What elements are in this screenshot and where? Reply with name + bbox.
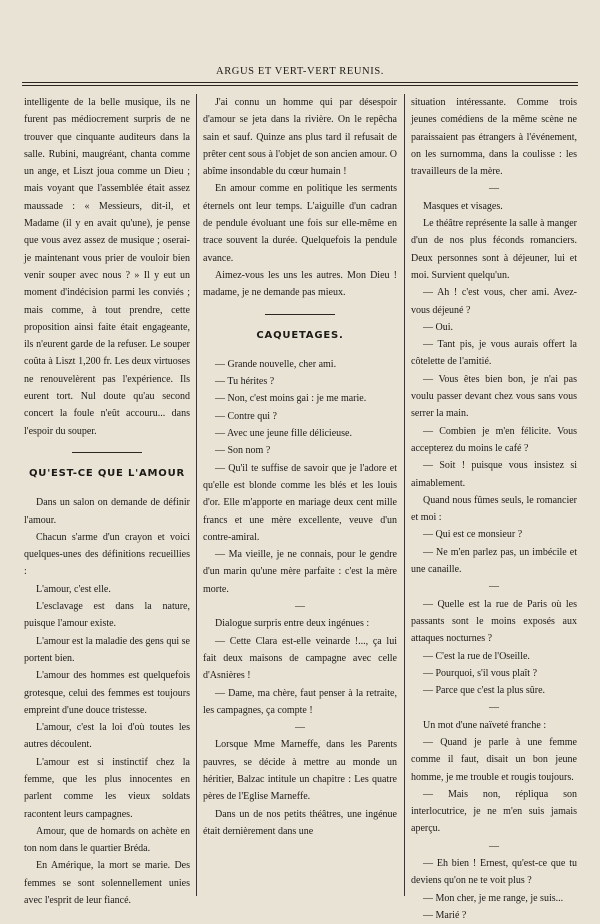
dialogue-line: — Grande nouvelle, cher ami. — [215, 358, 337, 370]
paragraph: Masques et visages. — [423, 200, 503, 212]
dialogue-line: — Eh bien ! Ernest, qu'est-ce que tu deviens qu'on ne te voit plus ? — [411, 858, 577, 887]
separator-dash: — — [295, 601, 305, 613]
paragraph: L'amour, c'est la loi d'où toutes les autres découlent. — [24, 722, 190, 751]
section-heading: CAQUETAGES. — [256, 329, 344, 341]
dialogue-line: — Cette Clara est-elle veinarde !..., ça lui fait deux maisons de campagne avec celle d'Asnières ! — [203, 635, 397, 682]
dialogue-line: — Parce que c'est la plus sûre. — [423, 685, 546, 697]
dialogue-line: — Mon cher, je me range, je suis... — [423, 892, 564, 904]
dialogue-line: — Quand je parle à une femme comme il faut, disait un bon jeune homme, je me trouble et rougis toujours. — [411, 736, 577, 783]
paragraph: Dans un de nos petits théâtres, une ingénue était dernièrement dans une — [203, 808, 397, 837]
separator-dash: — — [295, 722, 305, 734]
dialogue-line: — Tant pis, je vous aurais offert la côtelette de l'amitié. — [411, 339, 577, 368]
section-rule — [72, 452, 142, 453]
paragraph: Dialogue surpris entre deux ingénues : — [215, 618, 370, 630]
dialogue-line: — Tu hérites ? — [215, 376, 275, 388]
column-middle — [203, 94, 397, 899]
dialogue-line: — Qu'il te suffise de savoir que je l'adore et qu'elle est blonde comme les blés et les louis d'or. Elle m'apporte en mariage deux cent mille francs et une mère excellente, veuve d'un contre-amiral. — [203, 462, 397, 543]
paragraph: Quand nous fûmes seuls, le romancier et moi : — [411, 494, 577, 524]
dialogue-line: — Oui. — [423, 321, 453, 333]
section-rule — [265, 314, 335, 315]
dialogue-line: — Ah ! c'est vous, cher ami. Avez-vous déjeuné ? — [411, 287, 577, 316]
paragraph: L'amour des hommes est quelquefois grotesque, celui des femmes est toujours empreint d'une douce tristesse. — [24, 670, 190, 716]
running-head: ARGUS ET VERT-VERT REUNIS. — [216, 66, 384, 77]
header-rule-thin — [22, 85, 578, 86]
dialogue-line: — Non, c'est moins gai : je me marie. — [215, 393, 367, 405]
dialogue-line: — Ma vieille, je ne connais, pour le gendre d'un marin qu'une mère parfaite : c'est la mère morte. — [203, 549, 397, 595]
header-rule — [22, 82, 578, 83]
dialogue-line: — Vous êtes bien bon, je n'ai pas voulu passer devant chez vous sans vous serrer la main. — [411, 373, 577, 420]
paragraph: Amour, que de homards on achète en ton nom dans le quartier Bréda. — [24, 825, 190, 855]
dialogue-line: — Qui est ce monsieur ? — [423, 529, 523, 541]
separator-dash: — — [489, 840, 499, 852]
dialogue-line: — Mais non, répliqua son interlocutrice, je ne m'en suis jamais aperçu. — [411, 788, 577, 835]
paragraph: L'amour est si instinctif chez la femme, que les plus innocentes en parlent comme les vieux soldats racontent leurs campagnes. — [24, 756, 190, 820]
paragraph: L'amour est la maladie des gens qui se portent bien. — [24, 635, 190, 664]
paragraph: Aimez-vous les uns les autres. Mon Dieu ! madame, je ne demande pas mieux. — [203, 269, 397, 299]
paragraph: L'esclavage est dans la nature, puisque l'amour existe. — [24, 601, 190, 630]
column-left — [24, 94, 190, 907]
column-divider-left — [196, 94, 197, 896]
paragraph: Un mot d'une naïveté franche : — [423, 719, 547, 731]
paragraph: J'ai connu un homme qui par désespoir d'amour se jeta dans la rivière. On le repêcha sain et sauf. Quinze ans plus tard il refusait de prêter cent sous à l'objet de son ancien amour. O abîme insondable du cœur humain ! — [203, 97, 397, 178]
dialogue-line: — Combien je m'en félicite. Vous accepterez du moins le café ? — [411, 425, 577, 454]
separator-dash: — — [489, 702, 499, 714]
dialogue-line: — Marié ? — [423, 909, 467, 921]
paragraph: Le théâtre représente la salle à manger d'un de nos plus féconds romanciers. Deux personnes sont à déjeuner, lui et moi. Survient quelqu'un. — [411, 218, 577, 281]
dialogue-line: — Soit ! puisque vous insistez si aimablement. — [411, 460, 577, 489]
separator-dash: — — [489, 581, 499, 593]
dialogue-line: — Son nom ? — [215, 445, 271, 457]
paragraph: Chacun s'arme d'un crayon et voici quelques-unes des définitions recueillies : — [24, 531, 190, 578]
dialogue-line: — Avec une jeune fille délicieuse. — [215, 428, 352, 440]
paragraph: Lorsque Mme Marneffe, dans les Parents pauvres, se décide à mettre au monde un héritier, Balzac intitule un chapitre : Les quatre pères de l'Eglise Marneffe. — [203, 739, 397, 803]
column-divider-right — [404, 94, 405, 896]
paragraph: En Amérique, la mort se marie. Des femmes se sont solennellement unies avec l'esprit de leur fiancé. — [24, 860, 190, 907]
separator-dash: — — [489, 183, 499, 195]
paragraph: Dans un salon on demande de définir l'amour. — [24, 497, 190, 526]
paragraph: situation intéressante. Comme trois jeunes comédiens de la même scène ne paraissaient pas étrangers à l'événement, on les surnomma, dans la coulisse : les travailleurs de la mère. — [411, 97, 577, 178]
paragraph: intelligente de la belle musique, ils ne furent pas médiocrement surpris de ne trouver que cinquante auditeurs dans la salle. Rubini, maugréant, chanta comme un ange, et Liszt joua comme un Dieu ; mais voyant que l'assemblée était assez maussade : « Messieurs, dit-il, et Madame (il y en avait qu'une), je pense que vous avez assez de musique ; oserai-je maintenant vous prier de vouloir bien venir souper avec nous ? » Il y eut un moment d'indécision parmi les conviés ; mais comme, à tout prendre, cette proposition ainsi faite était engageante, ils n'eurent garde de la refuser. Le souper coûta à Liszt 1,200 fr. Les deux virtuoses ne renouvelèrent pas l'expérience. Ils eurent tort. Nul doute qu'au second concert la foule n'eût accouru... dans l'espoir du souper. — [24, 97, 190, 437]
dialogue-line: — C'est la rue de l'Oseille. — [423, 650, 530, 662]
paragraph: L'amour, c'est elle. — [36, 583, 111, 595]
dialogue-line: — Contre qui ? — [215, 410, 277, 422]
dialogue-line: — Dame, ma chère, faut penser à la retraite, les campagnes, ça compte ! — [203, 687, 397, 716]
column-right — [411, 94, 577, 921]
dialogue-line: — Pourquoi, s'il vous plaît ? — [423, 667, 538, 679]
dialogue-line: — Quelle est la rue de Paris où les passants sont le moins exposés aux attaques nocturnes ? — [411, 598, 577, 645]
dialogue-line: — Ne m'en parlez pas, un imbécile et une canaille. — [411, 546, 577, 576]
section-heading: QU'EST-CE QUE L'AMOUR — [28, 467, 186, 479]
paragraph: En amour comme en politique les serments éternels ont leur temps. L'aiguille d'un cadran de pendule évoluant une fois sur elle-même en trace souvent la durée. Quelquefois la pendule avance. — [203, 183, 397, 264]
